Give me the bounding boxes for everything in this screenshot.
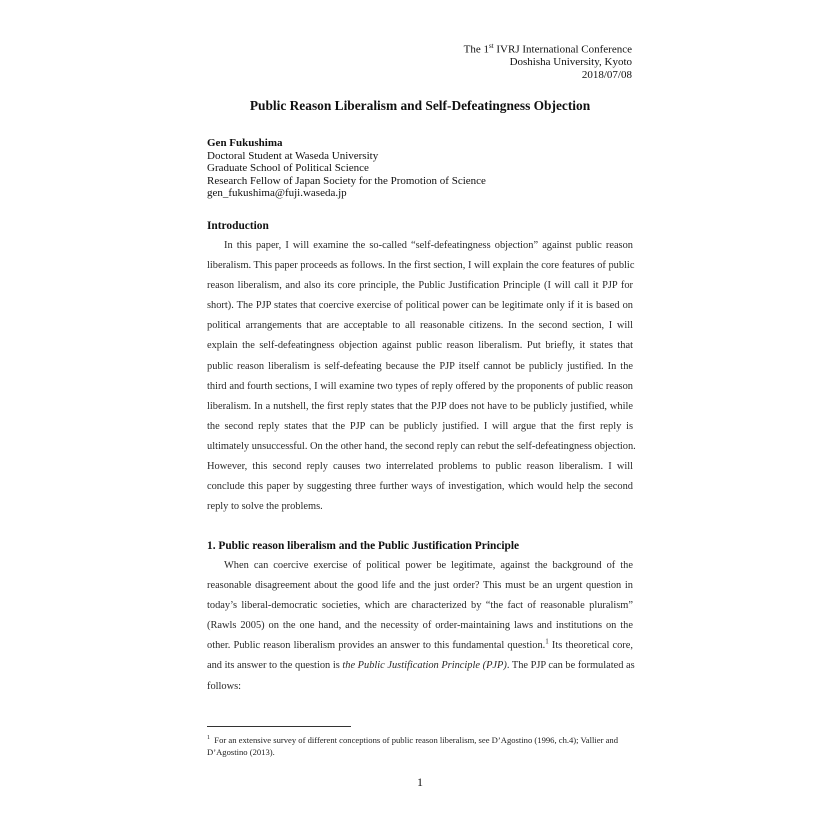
footnote-marker: 1 — [545, 637, 549, 646]
paper-title: Public Reason Liberalism and Self-Defeatingness Objection — [249, 98, 591, 113]
paragraph-line: When can coercive exercise of political power be legitimate, against the background of the — [224, 560, 633, 571]
section-1-paragraph — [207, 556, 633, 697]
paragraph-line: other. Public reason liberalism provides an answer to this fundamental question.$^1$ Its theoretical core, — [207, 637, 633, 652]
paragraph-line: today’s liberal-democratic societies, which are characterized by “the fact of reasonable pluralism” — [207, 600, 633, 612]
conference-venue: Doshisha University, Kyoto — [509, 56, 632, 69]
conference-info — [464, 40, 632, 81]
footnote-line: $^1$ For an extensive survey of different conceptions of public reason liberalism, see D’Agostino (1996, ch.4); Vallier and — [207, 734, 619, 745]
author-name: Gen Fukushima — [207, 137, 283, 149]
paragraph-line: reply to solve the problems. — [207, 501, 323, 513]
author-affiliation: Doctoral Student at Waseda University — [207, 149, 379, 162]
introduction-paragraph — [207, 236, 636, 517]
paragraph-line: liberalism. This paper proceeds as follows. In the first section, I will explain the core features of public — [207, 260, 635, 272]
principle-name: the Public Justification Principle (PJP) — [342, 660, 507, 672]
paragraph-line: (Rawls 2005) on the one hand, and the necessity of order-maintaining laws and institutions on the — [207, 620, 633, 632]
paragraph-line: ultimately unsuccessful. On the other hand, the second reply can rebut the self-defeatingness objection. — [207, 440, 636, 452]
paragraph-line: liberalism. In a nutshell, the first reply states that the PJP does not have to be publicly justified, while — [207, 400, 633, 412]
paragraph-line: follows: — [207, 680, 242, 692]
paragraph-line: and its answer to the question is the Public Justification Principle (PJP). The PJP can be formulated as — [207, 660, 635, 672]
paragraph-line: political arrangements that are acceptable to all reasonable citizens. In the second section, I will — [207, 320, 633, 332]
conference-name: The 1st IVRJ International Conference — [463, 42, 632, 56]
paragraph-line: public reason liberalism is self-defeating because the PJP itself cannot be publicly justified. In the — [207, 360, 633, 372]
author-block — [207, 137, 486, 200]
paragraph-line: conclude this paper by suggesting three further ways of investigation, which would help the second — [207, 481, 633, 493]
footnote-line: D’Agostino (2013). — [207, 747, 275, 758]
paragraph-line: In this paper, I will examine the so-called “self-defeatingness objection” against public reason — [224, 240, 633, 251]
author-affiliation: Research Fellow of Japan Society for the Promotion of Science — [207, 174, 486, 187]
section-1-heading: 1. Public reason liberalism and the Public Justification Principle — [207, 540, 520, 552]
paragraph-line: However, this second reply causes two interrelated problems to public reason liberalism. I will — [207, 461, 633, 473]
footnote-divider — [207, 726, 351, 727]
paragraph-line: short). The PJP states that coercive exercise of political power can be legitimate only if it is based on — [207, 300, 633, 312]
paragraph-line: third and fourth sections, I will examine two types of reply offered by the proponents of public reason — [207, 380, 633, 392]
page-number: 1 — [417, 775, 423, 789]
paragraph-line: the second reply states that the PJP can be publicly justified. I will argue that the first reply is — [207, 420, 633, 432]
author-affiliation: Graduate School of Political Science — [207, 162, 369, 175]
introduction-heading: Introduction — [207, 220, 269, 232]
footnote — [207, 732, 633, 758]
author-email: gen_fukushima@fuji.waseda.jp — [207, 187, 347, 200]
paragraph-line: reasonable disagreement about the good life and the just order? This must be an urgent question in — [207, 580, 633, 592]
paragraph-line: explain the self-defeatingness objection against public reason liberalism. Put briefly, it states that — [207, 340, 633, 352]
conference-date: 2018/07/08 — [581, 68, 632, 81]
paragraph-line: reason liberalism, and also its core principle, the Public Justification Principle (I will call it PJP for — [207, 280, 633, 292]
